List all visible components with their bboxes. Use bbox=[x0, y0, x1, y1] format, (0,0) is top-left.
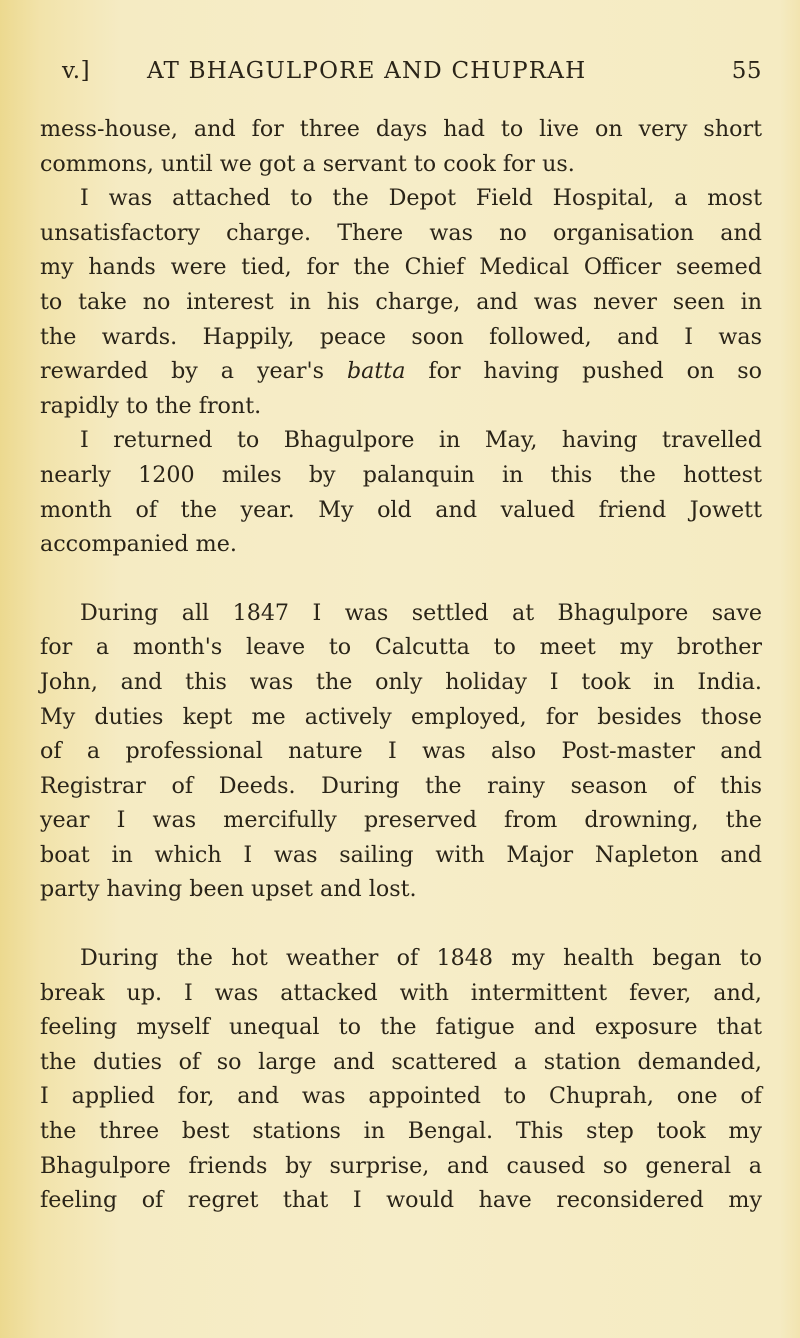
text-line: nearly 1200 miles by palanquin in this the hottest bbox=[40, 461, 762, 488]
paragraph bbox=[40, 112, 762, 181]
text-line: the wards. Happily, peace soon followed, and I was bbox=[40, 323, 762, 350]
paragraph-gap bbox=[40, 907, 762, 941]
text-line: rewarded by a year's batta for having pushed on so bbox=[40, 358, 762, 385]
text-line: During the hot weather of 1848 my health began to bbox=[80, 945, 762, 972]
text-line: the three best stations in Bengal. This step took my bbox=[40, 1118, 762, 1145]
body-text bbox=[40, 112, 762, 1218]
text-line: I returned to Bhagulpore in May, having travelled bbox=[80, 427, 762, 454]
text-line: feeling of regret that I would have reconsidered my bbox=[40, 1187, 762, 1214]
text-line: the duties of so large and scattered a station demanded, bbox=[40, 1048, 762, 1075]
text-line: During all 1847 I was settled at Bhagulpore save bbox=[80, 599, 762, 626]
text-line: feeling myself unequal to the fatigue and exposure that bbox=[40, 1014, 762, 1041]
text-line: Bhagulpore friends by surprise, and caused so general a bbox=[40, 1152, 762, 1179]
text-line: commons, until we got a servant to cook for us. bbox=[40, 150, 575, 177]
text-line: unsatisfactory charge. There was no organisation and bbox=[40, 219, 762, 246]
paragraph bbox=[40, 941, 762, 1218]
paragraph-gap bbox=[40, 562, 762, 596]
text-line: year I was mercifully preserved from drowning, the bbox=[40, 807, 762, 834]
text-line: my hands were tied, for the Chief Medical Officer seemed bbox=[40, 254, 762, 281]
text-line: accompanied me. bbox=[40, 531, 237, 558]
paragraph bbox=[40, 423, 762, 561]
running-title: AT BHAGULPORE AND CHUPRAH bbox=[147, 58, 587, 84]
chapter-number: v.] bbox=[62, 58, 91, 84]
text-line: for a month's leave to Calcutta to meet my brother bbox=[40, 634, 762, 661]
text-line: party having been upset and lost. bbox=[40, 876, 417, 903]
text-line: I applied for, and was appointed to Chuprah, one of bbox=[40, 1083, 762, 1110]
text-line: Registrar of Deeds. During the rainy season of this bbox=[40, 772, 762, 799]
paragraph bbox=[40, 596, 762, 907]
text-line: of a professional nature I was also Post-master and bbox=[40, 738, 762, 765]
text-line: My duties kept me actively employed, for besides those bbox=[40, 703, 762, 730]
running-header bbox=[62, 58, 762, 90]
text-line: I was attached to the Depot Field Hospital, a most bbox=[80, 185, 762, 212]
page-number: 55 bbox=[731, 58, 762, 84]
text-line: boat in which I was sailing with Major Napleton and bbox=[40, 841, 762, 868]
paragraph bbox=[40, 181, 762, 423]
text-line: John, and this was the only holiday I took in India. bbox=[40, 668, 762, 695]
text-line: month of the year. My old and valued friend Jowett bbox=[40, 496, 762, 523]
text-line: break up. I was attacked with intermittent fever, and, bbox=[40, 979, 762, 1006]
text-line: mess-house, and for three days had to live on very short bbox=[40, 116, 762, 142]
text-line: rapidly to the front. bbox=[40, 392, 262, 419]
text-line: to take no interest in his charge, and was never seen in bbox=[40, 288, 762, 315]
